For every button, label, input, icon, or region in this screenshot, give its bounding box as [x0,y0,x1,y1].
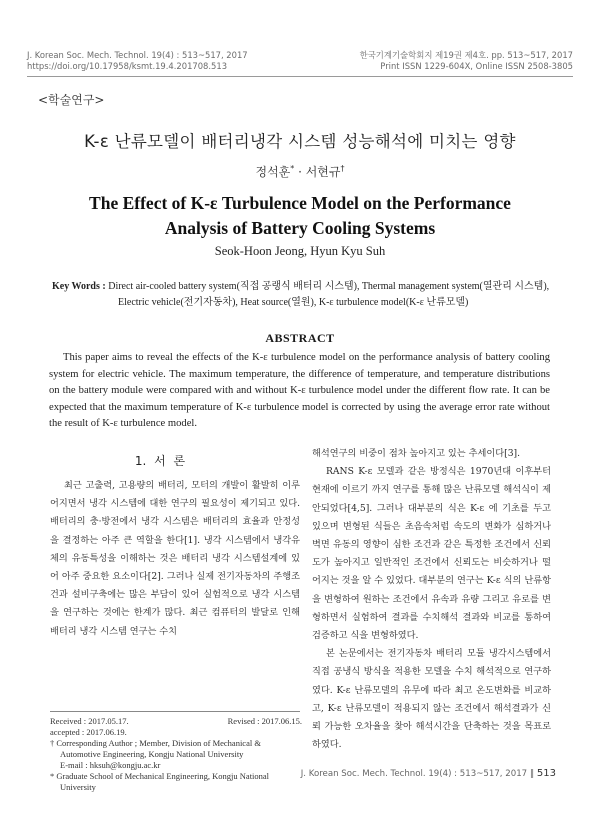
left-column [50,477,300,641]
author-mark-second: † [340,164,345,173]
footnote-dates [50,716,302,727]
journal-header-left [27,50,248,72]
journal-header-right [360,50,573,72]
authors-en: Seok-Hoon Jeong, Hyun Kyu Suh [214,244,386,258]
journal-citation-ko: 한국기계기술학회지 제19권 제4호. pp. 513~517, 2017 [359,50,573,60]
article-category: <학술연구> [38,93,105,107]
authors-ko [0,163,600,180]
intro-paragraph-1-continued: 해석연구의 비중이 점차 높아지고 있는 추세이다[3]. [312,448,521,459]
footnotes [50,716,302,793]
issn-info: Print ISSN 1229-604X, Online ISSN 2508-3805 [380,61,573,71]
footer-separator: ‖ [529,769,535,779]
accepted-date: accepted : 2017.06.19. [50,727,127,737]
received-date: Received : 2017.05.17. [50,716,129,726]
section-title-introduction: 1. 서 론 [134,454,186,468]
page-footer [301,768,556,779]
paper-title-en [0,191,600,241]
abstract-title: ABSTRACT [265,331,335,345]
corresponding-email: E-mail : hksuh@kongju.ac.kr [60,760,161,770]
author-mark-first: * [290,164,295,173]
intro-paragraph-3: 본 논문에서는 전기자동차 배터리 모듈 냉각시스템에서 직접 공냉식 방식을 적용한 모델을 수치 해석적으로 연구하였다. K-ε 난류모델의 유무에 따라 최고 온도변화를 비교하고, K-ε 난류모델이 적용되지 않는 조건에서 해석결과가 신뢰 가능한 오차율을 찾아 해석시간을 단축하는 것을 목표로 하였다. [312,648,551,751]
title-en-line1: The Effect of K-ε Turbulence Model on the Performance [89,193,511,213]
footnote-divider [50,711,300,712]
intro-paragraph-2: RANS K-ε 모델과 같은 방정식은 1970년대 이후부터 현재에 이르기 까지 연구를 통해 많은 난류모델 해석식이 제안되었다[4,5]. 그러나 대부분의 식은 K-ε 에 기초를 두고 있으며 변형된 식들은 초음속처럼 속도의 변화가 심하거나 벽면 유동의 영향이 심한 조건과 같은 특정한 조건에서 신뢰도가 높아지고 일반적인 조건에서 신뢰도는 비슷하거나 떨어지는 것을 알 수 있었다. 대부분의 연구는 K-ε 식의 난류항을 변형하여 원하는 조건에서 유속과 유량 그리고 유로를 변형하면서 실험하여 결과를 수치해석 결과와 비교를 통하여 검증하고 식을 변형하였다. [312,466,551,642]
intro-paragraph-1: 최근 고출력, 고용량의 배터리, 모터의 개발이 활발히 이루어지면서 냉각 시스템에 대한 연구의 필요성이 제기되고 있다. 배터리의 충·방전에서 냉각 시스템은 배터리의 효율과 안정성을 결정하는 아주 큰 역할을 한다[1]. 냉각 시스템에서 냉각유체의 유동특성을 이해하는 것은 배터리 냉각 시스템설계에 있어 아주 중요한 요소이다[2]. 그러나 실제 전기자동차의 주행조건과 설비구축에는 많은 부담이 있어 실험적으로 냉각 시스템을 연구하는 것에는 한계가 많다. 최근 컴퓨터의 발달로 인해 배터리 냉각 시스템 연구는 수치 [50,480,300,637]
paper-title-ko: K-ε 난류모델이 배터리냉각 시스템 성능해석에 미치는 영향 [84,132,516,151]
author-ko-first: 정석훈 [255,165,291,179]
author-separator: · [294,165,306,179]
journal-citation: J. Korean Soc. Mech. Technol. 19(4) : 513~517, 2017 [27,50,248,60]
corresponding-author-note: † Corresponding Author ; Member, Division of Mechanical & Automotive Engineering, Kongju National University [50,738,261,759]
keywords-label: Key Words : [52,281,106,292]
header-divider [27,76,573,77]
keywords-text: Direct air-cooled battery system(직접 공랭식 배터리 시스템), Thermal management system(열관리 시스템), Electric vehicle(전기자동차), Heat source(열원), K-ε turbulence model(K-ε 난류모델) [108,281,550,308]
right-column [312,445,551,754]
graduate-school-note: * Graduate School of Mechanical Engineering, Kongju National University [50,771,270,792]
keywords [52,279,552,310]
footer-citation: J. Korean Soc. Mech. Technol. 19(4) : 513~517, 2017 [300,769,528,779]
page-number: 513 [536,768,556,779]
doi-link[interactable]: https://doi.org/10.17958/ksmt.19.4.201708.513 [27,61,228,71]
author-ko-second: 서현규 [305,165,341,179]
revised-date: Revised : 2017.06.15. [227,716,302,726]
abstract-body: This paper aims to reveal the effects of the K-ε turbulence model on the performance analysis of battery cooling system for electric vehicle. The maximum temperature, the difference of temperature, and temperature distributions on the battery module were compared with and without K-ε turbulence model under the different flow rate. It can be expected that the maximum temperature of K-ε turbulence model is corrected by using the average error rate without the result of K-ε turbulence model. [49,352,550,429]
title-en-line2: Analysis of Battery Cooling Systems [164,218,436,238]
